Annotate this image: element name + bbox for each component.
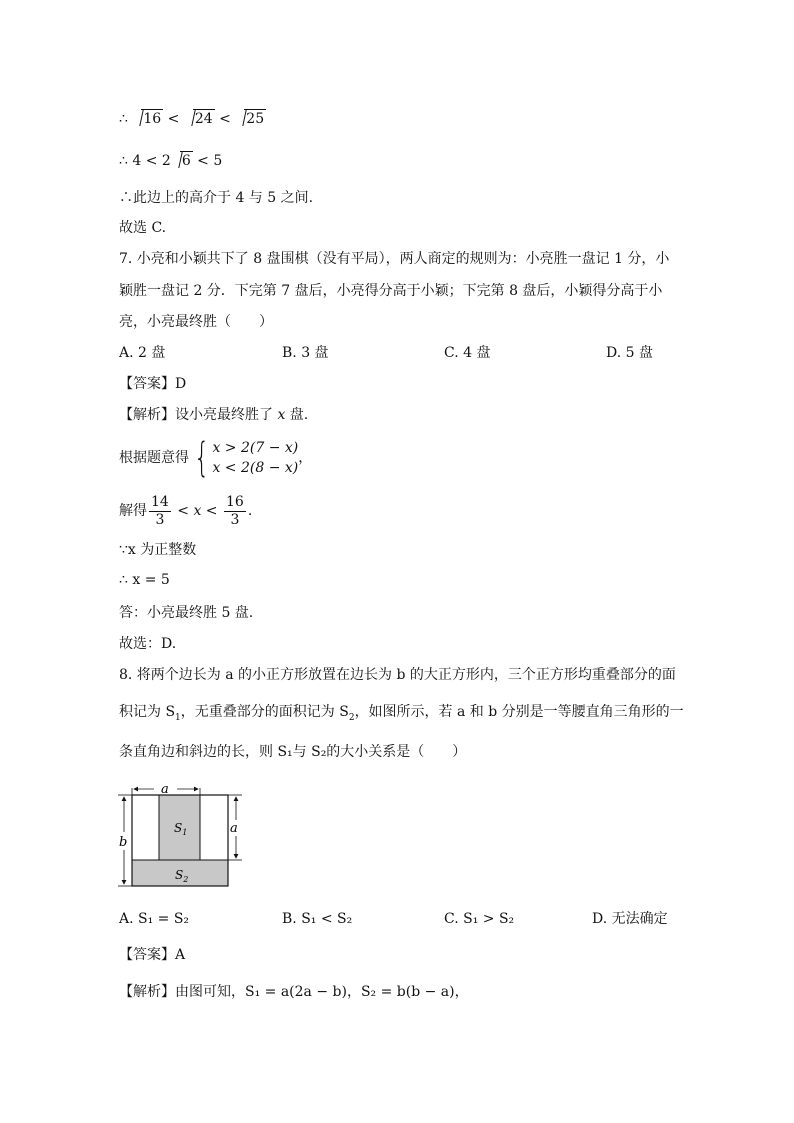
inequality-line-1: ∴ 16 < 24 < 25: [119, 111, 265, 127]
q8-option-a: A. S₁ = S₂: [119, 911, 190, 927]
q7-solve: 解得 $\frac{14}{3}$ < x < $\frac{16}{3}$ .: [119, 493, 253, 528]
q7-because: ∵x 为正整数: [119, 542, 197, 558]
q7-text-line-1: 7. 小亮和小颖共下了 8 盘围棋（没有平局），两人商定的规则为：小亮胜一盘记 1 分，小: [119, 251, 670, 267]
q8-analysis: 【解析】由图可知，S₁ = a(2a − b)，S₂ = b(b − a)，: [119, 984, 469, 1000]
q7-option-b: B. 3 盘: [282, 345, 329, 361]
fig-label-s1: $S_1$: [174, 821, 188, 837]
fig-label-s2: $S_2$: [175, 868, 189, 884]
q7-reply: 答：小亮最终胜 5 盘.: [119, 605, 254, 621]
q8-option-d: D. 无法确定: [592, 911, 668, 927]
q8-answer: 【答案】A: [119, 947, 186, 963]
fraction-16-3: $\frac{16}{3}$: [226, 493, 244, 528]
sqrt-24: 24: [184, 109, 215, 128]
fig-label-a-top: a: [161, 782, 169, 797]
q8-option-b: B. S₁ < S₂: [282, 911, 353, 927]
therefore-symbol: ∴: [119, 111, 133, 127]
choice-line: 故选 C.: [119, 220, 167, 236]
q7-text-line-3: 亮，小亮最终胜（ ）: [119, 314, 273, 330]
fraction-14-3: $\frac{14}{3}$: [151, 493, 169, 528]
fig-label-b: b: [119, 835, 128, 850]
q7-option-c: C. 4 盘: [444, 345, 491, 361]
q7-analysis: 【解析】设小亮最终胜了 x 盘.: [119, 407, 309, 423]
q7-therefore: ∴ x = 5: [119, 572, 170, 588]
q7-answer: 【答案】D: [119, 376, 187, 392]
sqrt-16: 16: [132, 109, 163, 128]
inequality-line-2: ∴ 4 < 2 6 < 5: [119, 153, 223, 169]
q8-text-line-2: 积记为 $S_1$，无重叠部分的面积记为 $S_2$，如图所示，若 a 和 b 分别是一等腰直角三角形的一: [119, 704, 684, 723]
q8-text-line-3: 条直角边和斜边的长，则 S₁与 S₂的大小关系是（ ）: [119, 744, 467, 760]
conclusion-line: ∴此边上的高介于 4 与 5 之间.: [119, 190, 314, 206]
q8-text-line-1: 8. 将两个边长为 a 的小正方形放置在边长为 b 的大正方形内，三个正方形均重叠部分的面: [119, 667, 676, 683]
q7-choose: 故选：D.: [119, 636, 177, 652]
q7-system: 根据题意得 { x > 2(7 − x) x < 2(8 − x) ，: [119, 435, 313, 481]
q7-text-line-2: 颖胜一盘记 2 分．下完第 7 盘后，小亮得分高于小颖；下完第 8 盘后，小颖得分高于小: [119, 283, 663, 299]
sqrt-6: 6: [171, 151, 193, 170]
squares-figure: [112, 780, 252, 892]
equation-system: { x > 2(7 − x) x < 2(8 − x): [194, 435, 299, 481]
q8-option-c: C. S₁ > S₂: [444, 911, 515, 927]
sqrt-25: 25: [235, 109, 266, 128]
q7-option-a: A. 2 盘: [119, 345, 166, 361]
q7-option-d: D. 5 盘: [606, 345, 653, 361]
fig-label-a-right: a: [230, 821, 238, 836]
